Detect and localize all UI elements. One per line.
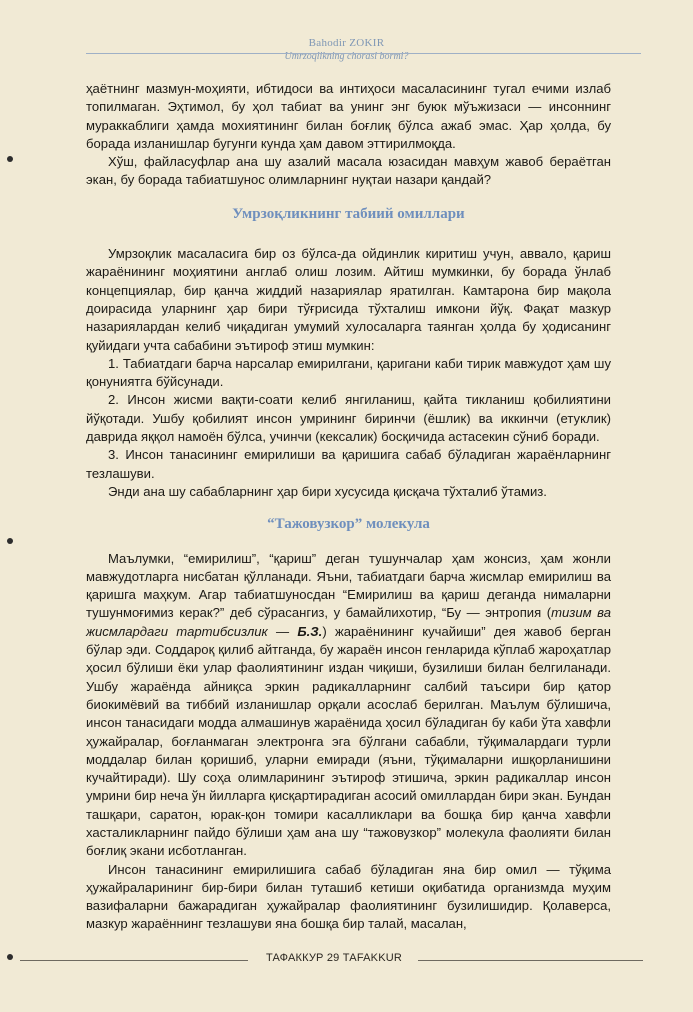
footer-label: ТАФАККУР 29 ТАFAKKUR [265, 952, 403, 964]
author-initials: Б.З. [297, 623, 323, 639]
page-footer [0, 951, 693, 967]
footer-rule-left [20, 960, 248, 961]
header-author: Bahodir ZOKIR [308, 37, 385, 49]
header-rule [86, 53, 641, 54]
paragraph-s2-2: Инсон танасининг емирилишига сабаб бўладиган яна бир омил — тўқима ҳужайраларининг бир-бири билан туташиб кетиши оқибатида организмда муҳим вазифаларни бажарадиган ҳужайралар фаолиятининг бузилишидир. Қолаверса, мазкур жараённинг тезлашуви яна бошқа бир талай, масалан, [86, 861, 611, 932]
list-item-1: 1. Табиатдаги барча нарсалар емирилгани, қаригани каби тирик мавжудот ҳам шу қонуниятга бўйсунади. [86, 355, 611, 390]
binder-hole-mark [7, 156, 13, 162]
list-item-2: 2. Инсон жисми вақти-соати келиб янгиланиш, қайта тикланиш қобилиятини йўқотади. Ушбу қобилият инсон умрининг биринчи (ёшлик) ва иккинчи (етуклик) даврида яққол намоён бўлса, учинчи (кексалик) босқичида астасекин сўниб боради. [86, 392, 611, 445]
binder-hole-mark [7, 538, 13, 544]
section-heading-1: Умрзоқликнинг табиий омиллари [232, 205, 465, 222]
paragraph-s2-1-part-a: Маълумки, “емирилиш”, “қариш” деган тушунчалар ҳам жонсиз, ҳам жонли мавжудотларга нисбатан қўлланади. Яъни, табиатдаги барча жисмлар емирилиш ва қаришга маҳкум. Агар табиатшуносдан “Емирилиш ва қариш деганда нималарни тушунмоғимиз керак?” деб сўрасангиз, у бамайлихотир, “Бу — энтропия ( [86, 550, 611, 621]
paragraph-s1-5: Энди ана шу сабабларнинг ҳар бири хусусида қисқача тўхталиб ўтамиз. [108, 483, 547, 499]
section-heading-2: “Тажовузкор” молекула [267, 516, 430, 533]
paragraph-s1-1: Умрзоқлик масаласига бир оз бўлса-да ойдинлик киритиш учун, аввало, қариш жараёнининг моҳиятини англаб олиш лозим. Айтиш мумкинки, бу борада ўнлаб концепциялар, бир қанча жиддий назариялар яратилган. Камтарона бир мақола доирасида уларнинг ҳар бири тўғрисида тўхталиш имкони йўқ. Фақат мазкур назариялардан келиб чиқадиган умумий хулосаларга таянган ҳолда бу ҳодисанинг қуйидаги учта сабабини эътироф этиш мумкин: [86, 246, 611, 353]
paragraph-intro-2: Хўш, файласуфлар ана шу азалий масала юзасидан мавҳум жавоб бераётган экан, бу борада табиатшунос олимларнинг нуқтаи назари қандай? [86, 154, 611, 188]
header-title: Umrzoqlikning chorasi bormi? [284, 51, 409, 62]
paragraph-intro-1: ҳаётнинг мазмун-моҳияти, ибтидоси ва интиҳоси масаласининг тугал ечими излаб топилмаган. Эҳтимол, бу ҳол табиат ва унинг энг буюк мўъжизаси — инсоннинг мураккаблиги ҳамда мохиятининг билан боғлиқ бўлса ажаб эмас. Ҳар ҳолда, бу борада изланишлар бугунги кунда ҳам давом эттирилмоқда. [86, 81, 611, 151]
list-item-3: 3. Инсон танасининг емирилиши ва қаришига сабаб бўладиган жараёнларнинг тезлашуви. [86, 447, 611, 481]
article-body [86, 80, 611, 934]
footer-rule-right [418, 960, 643, 961]
running-header [0, 37, 693, 63]
binder-hole-mark [7, 954, 13, 960]
paragraph-s2-1 [86, 550, 611, 861]
italic-text: тизим ва жисмлардаги тартибсизлик — [86, 605, 611, 639]
paragraph-s2-1-part-b: ) жараёнининг кучайиши” дея жавоб берган бўлар эди. Соддароқ қилиб айтганда, бу жараён инсон генларида кўплаб жароҳатлар ҳосил бўлиши ёки улар фаолиятининг издан чиқиши, бузилиши билан белгиланади. Ушбу жараёнда айниқса эркин радикалларнинг салбий таъсири бир қатор биокимёвий ва тиббий изланишлар орқали асослаб берилган. Маълум бўлишича, инсон танасидаги модда алмашинув жараёнида ҳосил бўладиган бу каби ўта хавфли ҳужайралар, боғланмаган электронга эга бўлгани сабабли, тўқималардаги турли моддалар билан қоришиб, уларни емиради (яъни, тўқималарни ишқорланишини кучайтиради). Шу соҳа олимларининг эътироф этишича, эркин радикаллар инсон умрини бир неча ўн йилларга қисқартирадиган асосий омиллардан бири экан. Бундан ташқари, саратон, юрак-қон томири касалликлари ва бошқа бир қанча хавфли хасталикларнинг пайдо бўлиши ҳам ана шу “тажовузкор” молекула фаолияти билан боғлиқ экани исботланган. [86, 623, 611, 859]
